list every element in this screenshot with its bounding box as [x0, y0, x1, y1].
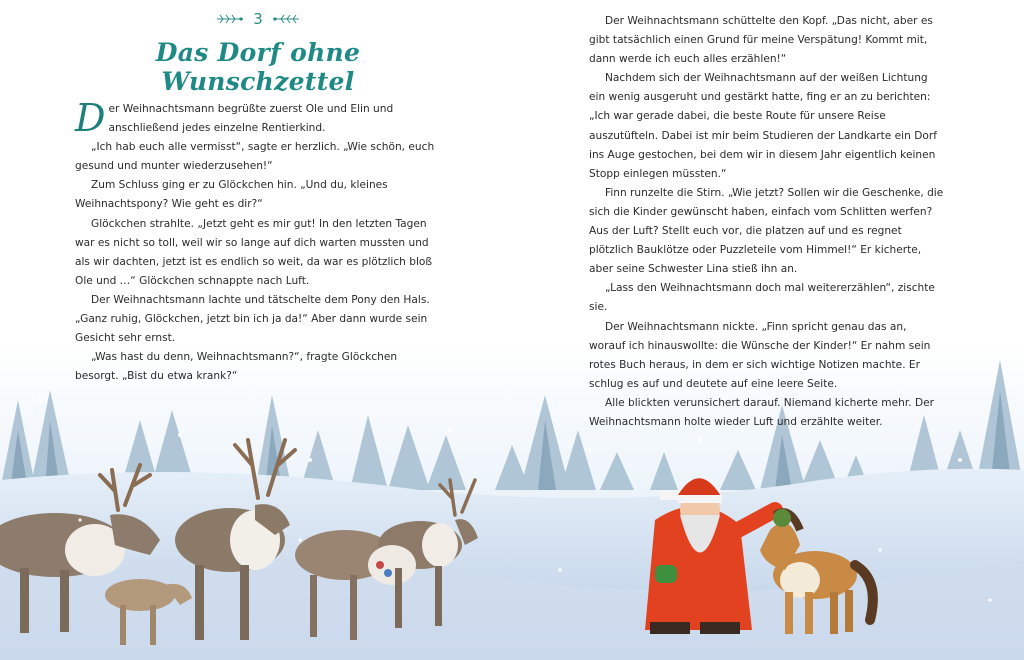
sprig-left-icon — [215, 12, 245, 26]
sprig-right-icon — [271, 12, 301, 26]
paragraph: Der Weihnachtsmann lachte und tätschelte dem Pony den Hals. „Ganz ruhig, Glöckchen, jetzt bin ich ja da!“ Aber dann wurde sein Gesicht sehr ernst. — [75, 293, 430, 345]
paragraph: Glöckchen strahlte. „Jetzt geht es mir gut! In den letzten Tagen war es nicht so toll, weil wir so lange auf dich warten mussten und als wir dachten, jetzt ist es endlich so weit, da war es plötzlich bloß Ole und …“ Glöckchen schnappte nach Luft. — [75, 217, 433, 287]
chapter-number — [208, 8, 308, 30]
paragraph: „Ich hab euch alle vermisst“, sagte er herzlich. „Wie schön, euch gesund und munter wiederzusehen!“ — [75, 141, 435, 173]
paragraph: Zum Schluss ging er zu Glöckchen hin. „Und du, kleines Weihnachtspony? Wie geht es dir?“ — [75, 179, 388, 211]
right-page-text — [589, 12, 945, 432]
left-page-text — [75, 96, 435, 386]
chapter-number-text: 3 — [253, 10, 263, 28]
paragraph: Der Weihnachtsmann schüttelte den Kopf. „Das nicht, aber es gibt tatsächlich einen Grund für meine Verspätung! Kommt mit, dann werde ich euch alles erzählen!“ — [589, 15, 933, 66]
paragraph: Der Weihnachtsmann begrüßte zuerst Ole und Elin und anschließend jedes einzelne Rentierkind. — [75, 96, 394, 140]
paragraph: Der Weihnachtsmann nickte. „Finn spricht genau das an, worauf ich hinauswollte: die Wünsche der Kinder!“ Er nahm sein rotes Buch heraus, in dem er sich wichtige Notizen machte. Er schlug es auf und deutete auf eine leere Seite. — [589, 320, 931, 390]
paragraph: Finn runzelte die Stirn. „Wie jetzt? Sollen wir die Geschenke, die sich die Kinder gewünscht haben, einfach vom Schlitten werfen? Aus der Luft? Stellt euch vor, die platzen auf und es regnet plötzlich Bauklötze oder Puzzleteile vom Himmel!“ Er kicherte, aber seine Schwester Lina stieß ihn an. — [589, 186, 944, 276]
paragraph: „Was hast du denn, Weihnachtsmann?“, fragte Glöckchen besorgt. „Bist du etwa krank?“ — [75, 351, 398, 383]
paragraph: „Lass den Weihnachtsmann doch mal weitererzählen“, zischte sie. — [589, 282, 935, 314]
paragraph: Nachdem sich der Weihnachtsmann auf der weißen Lichtung ein wenig ausgeruht und gestärkt hatte, fing er an zu berichten: „Ich war gerade dabei, die beste Route für unsere Reise auszutüfteln. Dabei ist mir beim Studieren der Landkarte ein Dorf ins Auge gestochen, bei dem wir in diesem Jahr eigentlich keinen Stopp einlegen müssten.“ — [589, 72, 937, 180]
paragraph: Alle blickten verunsichert darauf. Niemand kicherte mehr. Der Weihnachtsmann holte wieder Luft und erzählte weiter. — [589, 396, 935, 428]
chapter-title: Das Dorf ohne Wunschzettel — [155, 38, 361, 96]
drop-cap: D — [75, 96, 106, 140]
